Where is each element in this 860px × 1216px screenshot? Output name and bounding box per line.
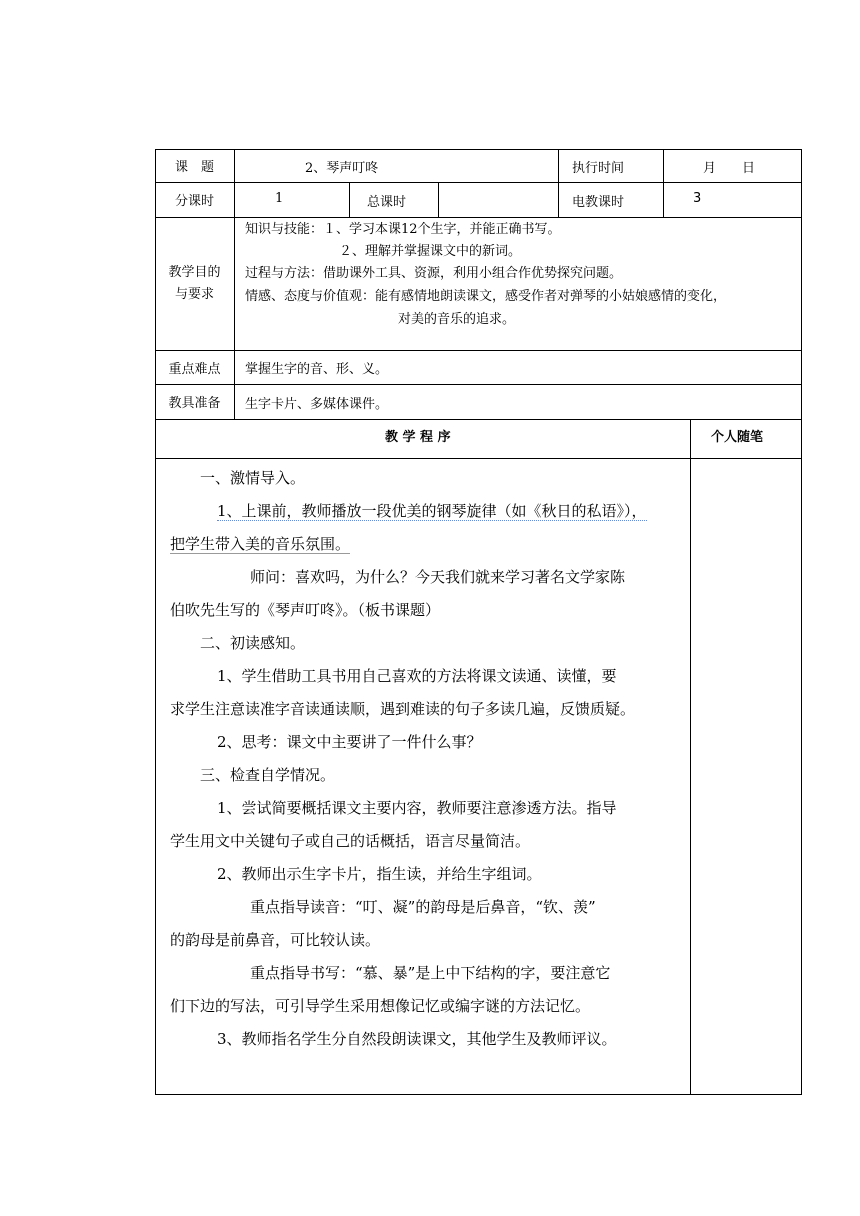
objectives-label-line1: 教学目的 [168,264,221,280]
column-divider [349,182,350,217]
procedure-body [170,459,688,1089]
av-period-value: 3 [693,191,702,206]
lesson-plan-table [155,149,802,1095]
notes-title: 个人随笔 [711,430,764,445]
objective-line: 过程与方法：借助课外工具、资源，利用小组合作优势探究问题。 [245,266,623,281]
column-divider [663,149,664,217]
procedure-line: 把学生带入美的音乐氛围。 [170,535,351,553]
procedure-line: 学生用文中关键句子或自己的话概括，语言尽量简洁。 [170,832,531,850]
procedure-line: 1、学生借助工具书用自己喜欢的方法将课文读通、读懂，要 [217,667,617,685]
total-period-label: 总课时 [367,195,407,210]
av-period-label: 电教课时 [572,195,625,210]
topic-value: 2、琴声叮咚 [305,161,379,176]
procedure-line: 重点指导书写：“慕、暴”是上中下结构的字，要注意它 [250,964,611,982]
procedure-line: 二、初读感知。 [200,634,306,652]
objective-line: ２、理解并掌握课文中的新词。 [339,244,522,259]
key-points-value: 掌握生字的音、形、义。 [245,362,389,377]
table-border-top [155,149,802,150]
materials-label: 教具准备 [168,396,221,411]
objective-line: 对美的音乐的追求。 [398,312,516,327]
procedure-title: 教 学 程 序 [385,430,451,445]
objective-line: 情感、态度与价值观：能有感情地朗读课文，感受作者对弹琴的小姑娘感情的变化， [245,289,727,304]
procedure-line: 2、教师出示生字卡片，指生读，并给生字组词。 [217,865,542,883]
procedure-line: 三、检查自学情况。 [200,766,336,784]
column-divider [234,149,235,419]
key-points-label: 重点难点 [168,361,221,377]
objective-line: 知识与技能：１、学习本课12个生字，并能正确书写。 [245,222,561,237]
procedure-line: 1、上课前，教师播放一段优美的钢琴旋律（如《秋日的私语》）， [217,502,647,520]
objectives-label-line2: 与要求 [174,286,214,302]
sub-period-label: 分课时 [174,194,214,209]
row-divider [155,350,802,351]
procedure-line: 一、激情导入。 [200,469,306,487]
procedure-line: 求学生注意读准字音读通读顺，遇到难读的句子多读几遍，反馈质疑。 [170,700,636,718]
procedure-line: 的韵母是前鼻音，可比较认读。 [170,931,381,949]
sub-period-value: 1 [275,191,284,206]
procedure-line: 1、尝试简要概括课文主要内容，教师要注意渗透方法。指导 [217,799,617,817]
procedure-line: 3、教师指名学生分自然段朗读课文，其他学生及教师评议。 [217,1030,617,1048]
row-divider [155,217,802,218]
materials-value: 生字卡片、多媒体课件。 [245,397,389,412]
topic-label: 课 题 [174,160,214,175]
objectives-label [155,217,234,350]
row-divider [155,419,802,420]
procedure-line: 重点指导读音：“叮、凝”的韵母是后鼻音，“钦、羡” [250,898,596,916]
table-border-right [801,149,802,1095]
table-border-bottom [155,1094,802,1095]
row-divider [155,182,802,183]
row-divider [155,384,802,385]
procedure-line: 2、思考：课文中主要讲了一件什么事？ [217,733,482,751]
procedure-line: 师问：喜欢吗，为什么？今天我们就来学习著名文学家陈 [250,568,626,586]
exec-time-label: 执行时间 [572,161,625,176]
procedure-line: 伯吹先生写的《琴声叮咚》。（板书课题） [170,601,441,619]
procedure-line: 们下边的写法，可引导学生采用想像记忆或编字谜的方法记忆。 [170,997,591,1015]
column-divider [438,182,439,217]
exec-time-value: 月 日 [703,161,756,176]
column-divider [558,149,559,217]
